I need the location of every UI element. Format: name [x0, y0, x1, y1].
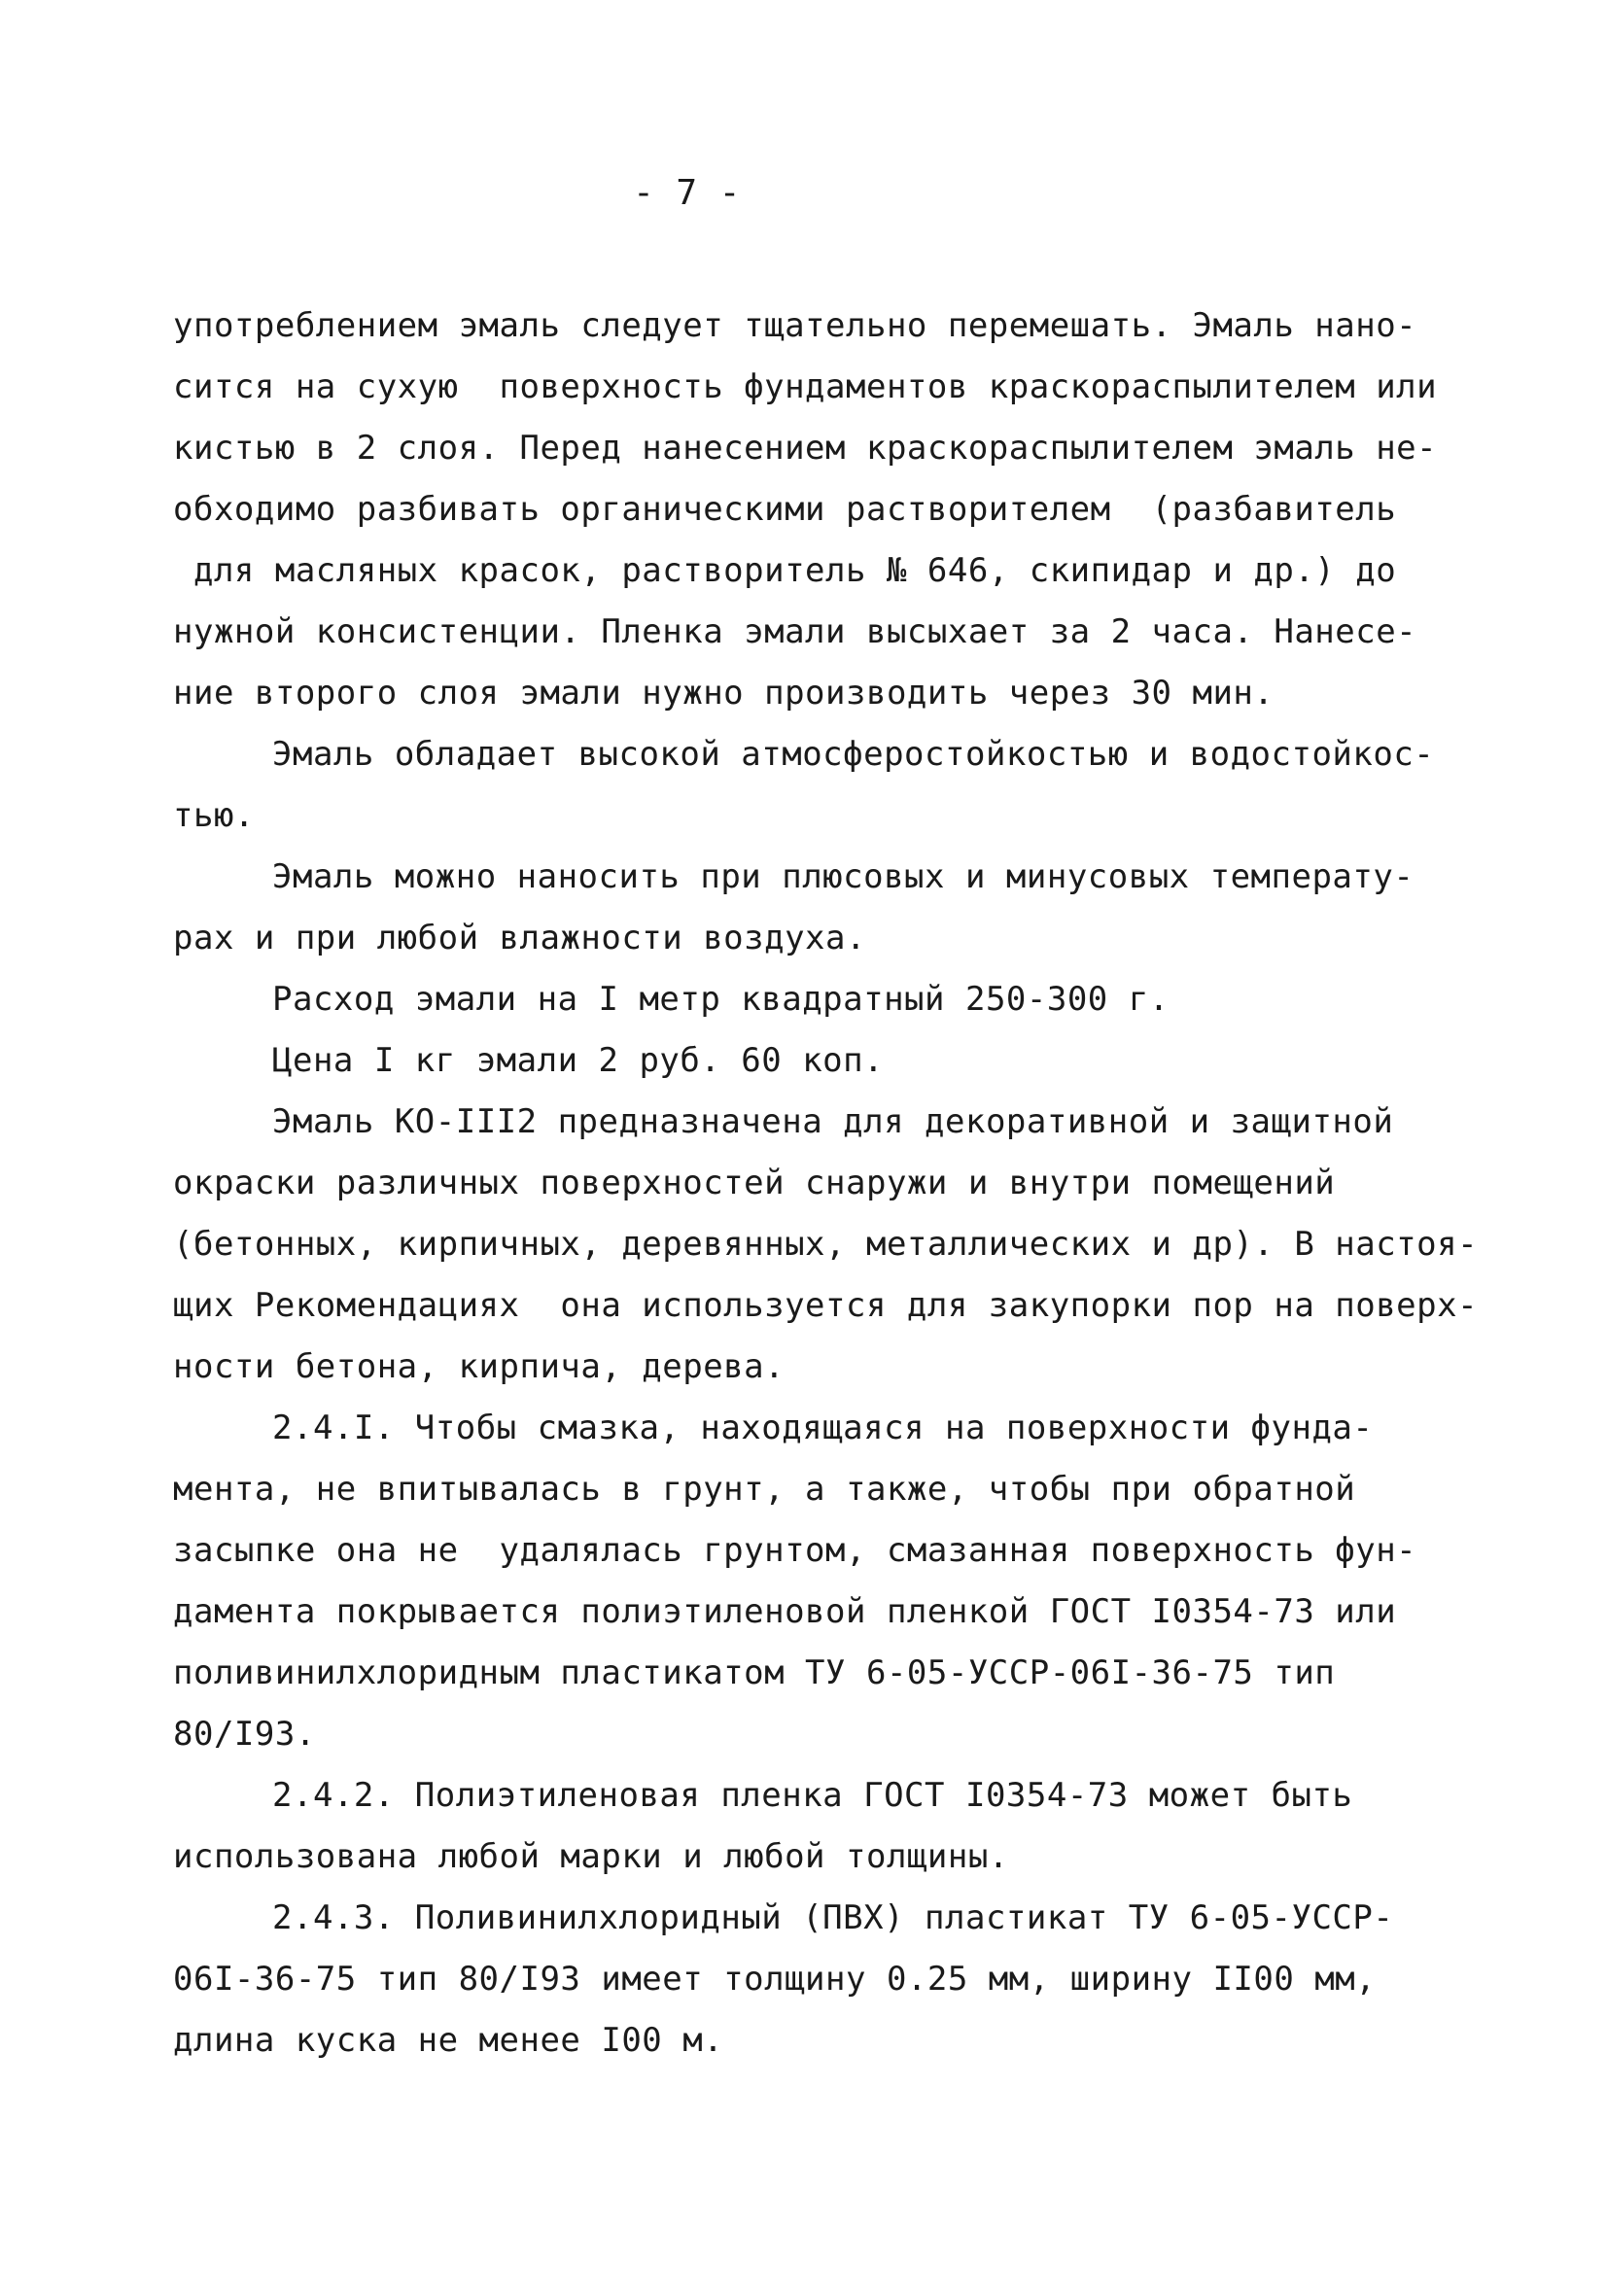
- text-line: Эмаль КО-III2 предназначена для декоративной и защитной: [272, 1102, 1394, 1141]
- text-line: 80/I93.: [173, 1715, 316, 1754]
- text-line: кистью в 2 слоя. Перед нанесением краскораспылителем эмаль не-: [173, 429, 1438, 468]
- text-line: Расход эмали на I метр квадратный 250-300 г.: [272, 980, 1170, 1019]
- text-line: сится на сухую поверхность фундаментов краскораспылителем или: [173, 367, 1438, 406]
- text-line: для масляных красок, растворитель № 646, скипидар и др.) до: [173, 551, 1397, 590]
- text-line: окраски различных поверхностей снаружи и внутри помещений: [173, 1164, 1336, 1202]
- text-line: использована любой марки и любой толщины.: [173, 1837, 1009, 1876]
- text-line: щих Рекомендациях она используется для закупорки пор на поверх-: [173, 1286, 1479, 1325]
- text-line: употреблением эмаль следует тщательно перемешать. Эмаль нано-: [173, 306, 1417, 345]
- text-line: 2.4.I. Чтобы смазка, находящаяся на поверхности фунда-: [272, 1409, 1374, 1447]
- text-line: поливинилхлоридным пластикатом ТУ 6-05-УССР-06I-36-75 тип: [173, 1653, 1336, 1692]
- text-line: 2.4.3. Поливинилхлоридный (ПВХ) пластикат ТУ 6-05-УССР-: [272, 1898, 1394, 1937]
- text-line: Эмаль обладает высокой атмосферостойкостью и водостойкос-: [272, 735, 1435, 774]
- text-line: (бетонных, кирпичных, деревянных, металлических и др). В настоя-: [173, 1225, 1479, 1264]
- text-line: дамента покрывается полиэтиленовой пленкой ГОСТ I0354-73 или: [173, 1592, 1397, 1631]
- page-number: - 7 -: [633, 173, 741, 213]
- text-line: Цена I кг эмали 2 руб. 60 коп.: [272, 1041, 885, 1080]
- text-line: 06I-36-75 тип 80/I93 имеет толщину 0.25 мм, ширину II00 мм,: [173, 1960, 1377, 1999]
- text-line: засыпке она не удалялась грунтом, смазанная поверхность фун-: [173, 1531, 1417, 1570]
- text-line: мента, не впитывалась в грунт, а также, чтобы при обратной: [173, 1470, 1356, 1509]
- text-line: ности бетона, кирпича, дерева.: [173, 1347, 786, 1386]
- text-line: длина куска не менее I00 м.: [173, 2021, 724, 2060]
- text-line: рах и при любой влажности воздуха.: [173, 919, 866, 957]
- text-line: 2.4.2. Полиэтиленовая пленка ГОСТ I0354-73 может быть: [272, 1776, 1353, 1815]
- text-line: обходимо разбивать органическими растворителем (разбавитель: [173, 490, 1397, 529]
- text-line: тью.: [173, 796, 255, 835]
- text-line: нужной консистенции. Пленка эмали высыхает за 2 часа. Нанесе-: [173, 612, 1417, 651]
- text-line: ние второго слоя эмали нужно производить через 30 мин.: [173, 674, 1275, 713]
- text-line: Эмаль можно наносить при плюсовых и минусовых температу-: [272, 857, 1415, 896]
